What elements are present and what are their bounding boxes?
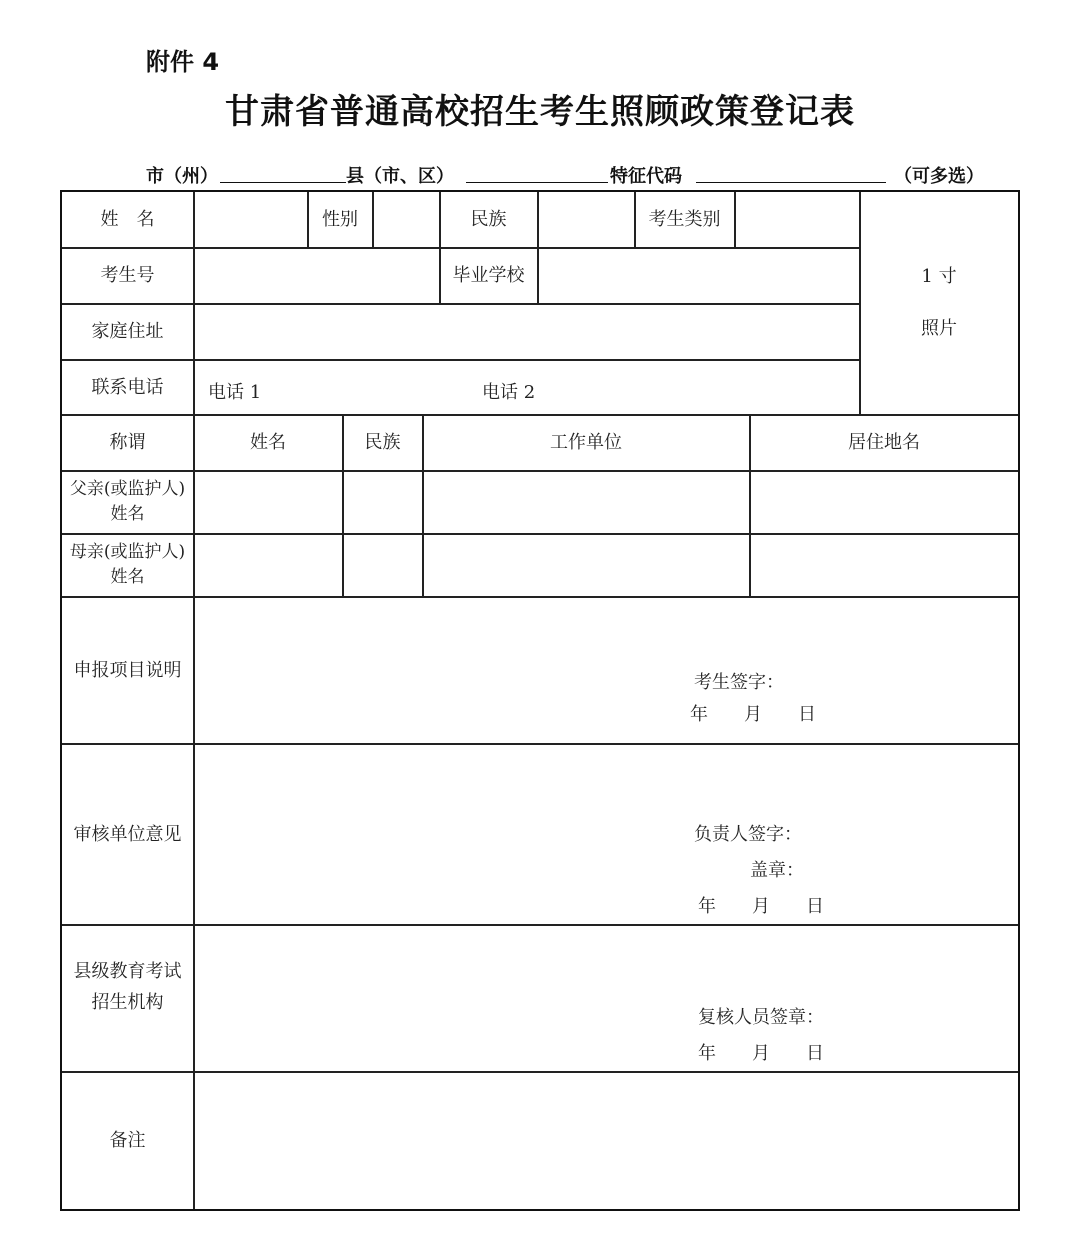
school-field[interactable] xyxy=(538,248,859,303)
project-label: 申报项目说明 xyxy=(73,660,182,681)
family-ethnicity-header: 民族 xyxy=(364,432,401,453)
address-label: 家庭住址 xyxy=(91,321,164,342)
mother-name-field[interactable] xyxy=(194,534,342,596)
project-field[interactable] xyxy=(194,597,1018,743)
phone2-field[interactable]: 电话 2 xyxy=(482,382,536,403)
father-residence-field[interactable] xyxy=(750,471,1018,533)
father-name-field[interactable] xyxy=(194,471,342,533)
residence-header: 居住地名 xyxy=(848,432,920,453)
review-label: 审核单位意见 xyxy=(73,823,182,845)
county-agency-label: 县级教育考试招生机构 xyxy=(73,961,182,1013)
review-seal: 盖章： xyxy=(750,860,804,881)
family-name-header: 姓名 xyxy=(250,432,286,453)
father-work-field[interactable] xyxy=(423,471,749,533)
leader-signature: 负责人签字： xyxy=(694,824,802,845)
phone-label: 联系电话 xyxy=(91,376,164,398)
mother-work-field[interactable] xyxy=(423,534,749,596)
review-field[interactable] xyxy=(194,744,1018,924)
ethnicity-field[interactable] xyxy=(538,192,634,247)
exam-no-label: 考生号 xyxy=(100,265,155,286)
gender-label: 性别 xyxy=(322,209,358,230)
phone1-field[interactable]: 电话 1 xyxy=(208,382,262,403)
ethnicity-label: 民族 xyxy=(470,209,507,230)
page-title: 甘肃省普通高校招生考生照顾政策登记表 xyxy=(225,92,855,132)
relation-header: 称谓 xyxy=(109,432,146,453)
exam-no-field[interactable] xyxy=(194,248,439,303)
recheck-signature: 复核人员签章： xyxy=(698,1007,824,1028)
category-field[interactable] xyxy=(735,192,859,247)
city-blank[interactable] xyxy=(220,182,346,183)
county-blank[interactable] xyxy=(466,182,608,183)
name-label: 姓 名 xyxy=(100,209,155,230)
school-label: 毕业学校 xyxy=(452,265,525,286)
feature-code-blank[interactable] xyxy=(696,182,886,183)
category-label: 考生类别 xyxy=(648,209,721,230)
multi-select-note: （可多选） xyxy=(894,166,984,187)
name-field[interactable] xyxy=(194,192,307,247)
remarks-label: 备注 xyxy=(109,1130,146,1151)
work-unit-header: 工作单位 xyxy=(550,432,622,453)
form-table xyxy=(60,190,1020,1211)
student-signature: 考生签字： xyxy=(694,672,784,693)
remarks-field[interactable] xyxy=(194,1072,1018,1209)
county-label: 县（市、区） xyxy=(346,166,454,187)
father-ethnicity-field[interactable] xyxy=(343,471,422,533)
mother-residence-field[interactable] xyxy=(750,534,1018,596)
attachment-label: 附件 4 xyxy=(146,48,220,76)
photo-box[interactable] xyxy=(860,192,1018,414)
county-agency-field[interactable] xyxy=(194,925,1018,1071)
subheader-line xyxy=(146,160,986,186)
feature-code-label: 特征代码 xyxy=(610,166,682,187)
student-sign-date: 年 月 日 xyxy=(690,704,816,725)
review-date: 年 月 日 xyxy=(698,896,824,917)
gender-field[interactable] xyxy=(373,192,439,247)
photo-text: 照片 xyxy=(921,318,957,339)
city-label: 市（州） xyxy=(146,166,218,187)
father-label: 父亲(或监护人)姓名 xyxy=(69,479,186,524)
mother-ethnicity-field[interactable] xyxy=(343,534,422,596)
mother-label: 母亲(或监护人)姓名 xyxy=(69,542,186,587)
recheck-date: 年 月 日 xyxy=(698,1043,824,1064)
photo-size-text: 1 寸 xyxy=(921,265,957,287)
address-field[interactable] xyxy=(194,304,859,359)
